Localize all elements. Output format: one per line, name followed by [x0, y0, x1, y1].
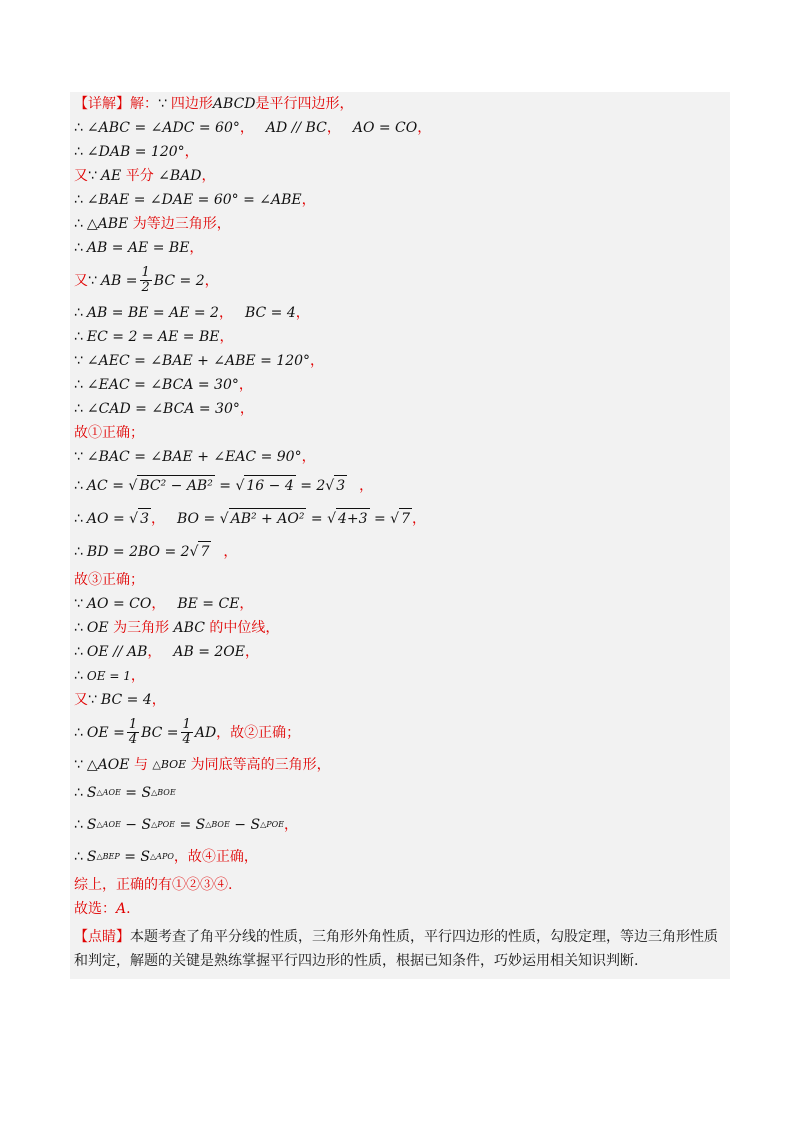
fraction-half: $\frac{1}{2}$: [141, 265, 150, 295]
line-7: ∴ AB = AE = BE ，: [74, 240, 204, 256]
line-25: ∴ OE = $\frac{1}{4}$ BC = $\frac{1}{4}$ AD ， 故②正确；: [74, 717, 301, 747]
line-23: ∴ OE = 1 ，: [74, 668, 145, 684]
comment-paragraph: [70, 921, 730, 973]
line-3: ∴ ∠DAB = 120° ，: [74, 144, 199, 160]
detail-tag: 【详解】: [74, 96, 130, 112]
line-28: ∴ S △AOE − S △POE = S △BOE − S △POE ，: [74, 817, 298, 833]
line-2: ∴ ∠ABC = ∠ADC = 60° ， AD // BC ， AO = CO ，: [74, 120, 432, 136]
line-21: ∴ OE 为三角形 ABC 的中位线，: [74, 620, 280, 636]
line-27: ∴ S △AOE = S △BOE: [74, 785, 176, 801]
line-12: ∴ ∠EAC = ∠BCA = 30° ，: [74, 377, 253, 393]
therefore-symbol: ∴: [74, 120, 83, 136]
line-15: ∵ ∠BAC = ∠BAE + ∠EAC = 90° ，: [74, 449, 316, 465]
line-14: 故①正确；: [74, 425, 144, 441]
line-9: ∴ AB = BE = AE = 2 ， BC = 4 ，: [74, 305, 310, 321]
fraction-quarter: $\frac{1}{4}$: [128, 717, 138, 747]
line-11: ∵ ∠AEC = ∠BAE + ∠ABE = 120° ，: [74, 353, 325, 369]
line-13: ∴ ∠CAD = ∠BCA = 30° ，: [74, 401, 254, 417]
comment-text: 本题考查了角平分线的性质，三角形外角性质，平行四边形的性质，勾股定理，等边三角形性质和判定，解题的关键是熟练掌握平行四边形的性质，根据已知条件，巧妙运用相关知识判断.: [74, 929, 718, 969]
line-1: 【详解】 解： ∵ 四边形 ABCD 是平行四边形，: [74, 96, 354, 112]
line-20: ∵ AO = CO ， BE = CE ，: [74, 596, 254, 612]
line-8: 又 ∵ AB = $\frac{1}{2}$ BC = 2 ，: [74, 265, 219, 295]
line-22: ∴ OE // AB ， AB = 2OE ，: [74, 644, 259, 660]
fraction-quarter-2: $\frac{1}{4}$: [182, 717, 191, 747]
line-16: ∴ AC = √ BC² − AB² = √ 16 − 4 = 2 √ 3 ，: [70, 469, 730, 502]
line-29: ∴ S △BEP = S △APO ， 故④正确，: [74, 849, 258, 865]
line-18: ∴ BD = 2BO = 2 √ 7 ，: [70, 535, 730, 568]
line-19: 故③正确；: [74, 572, 144, 588]
line-26: ∵ △AOE 与 △BOE 为同底等高的三角形，: [74, 757, 331, 773]
line-10: ∴ EC = 2 = AE = BE ，: [74, 329, 234, 345]
line-17: ∴ AO = √ 3 ， BO = √ AB² + AO² = √ 4+3 = √ 7 ，: [70, 502, 730, 535]
line-6: ∴ △ABE 为等边三角形，: [74, 216, 231, 232]
comment-tag: 【点睛】: [74, 929, 130, 945]
solution-block: [70, 92, 730, 979]
line-5: ∴ ∠BAE = ∠DAE = 60° = ∠ABE ，: [74, 192, 316, 208]
line-24: 又 ∵ BC = 4 ，: [74, 692, 166, 708]
line-30: 综上，正确的有①②③④.: [74, 877, 233, 893]
line-31: 故选： A .: [74, 901, 131, 917]
line-4: 又 ∵ AE 平分 ∠BAD ，: [74, 168, 216, 184]
